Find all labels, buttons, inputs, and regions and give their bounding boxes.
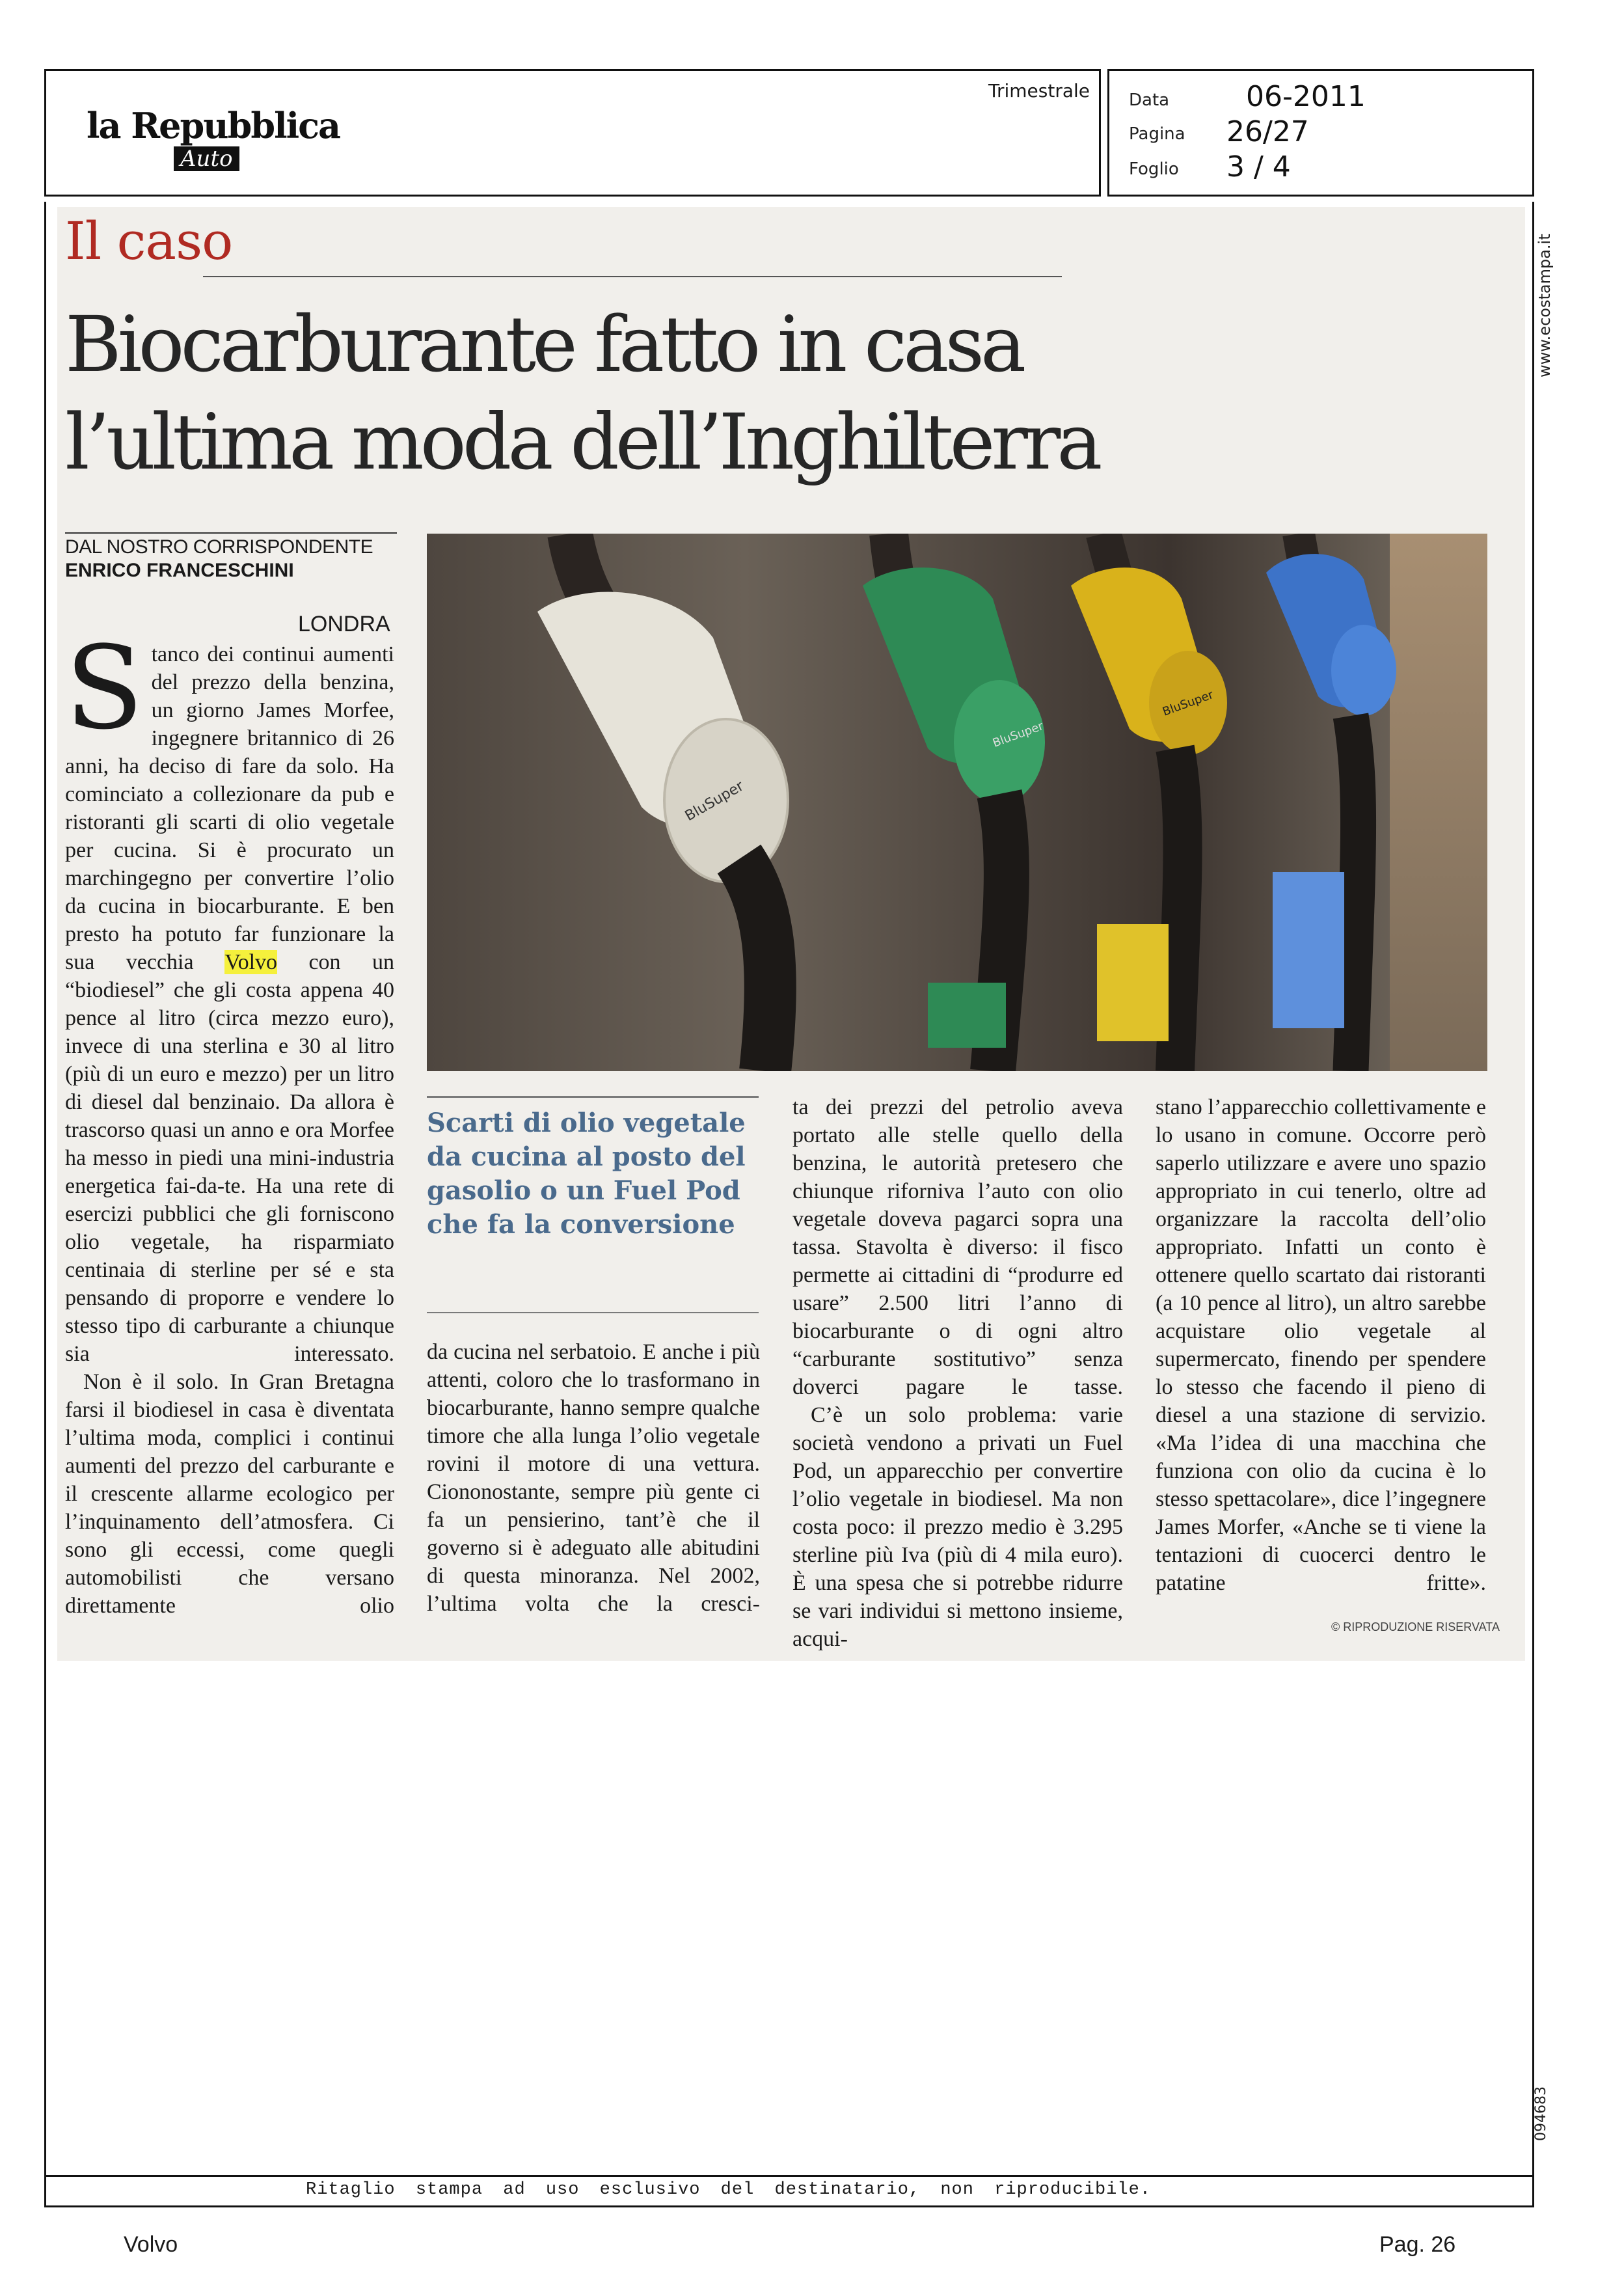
fuel-nozzles-illustration: [427, 534, 1487, 1071]
article-column-4: [1156, 1093, 1486, 1597]
column-4-paragraph-1: stano l’apparecchio collettivamente e lo usano in comune. Occorre però saperlo utilizzare e avere uno spazio appropriato in cui tenerlo, oltre ad organizzare la raccolta dell’olio appropriato. Infatti un conto è ottenere quello scartato dai ristoranti (a 10 pence al litro), un altro sarebbe acquistare olio vegetale al supermercato, finendo per spendere lo stesso che facendo il pieno di diesel a una stazione di servizio. «Ma l’idea di una macchina che funziona con olio da cucina è lo stesso spettacolare», dice l’ingegnere James Morfer, «Anche se ti viene la tentazioni di cuocerci dentro le patatine fritte».: [1156, 1095, 1486, 1595]
headline-line-1: Biocarburante fatto in casa: [65, 299, 1023, 389]
header-left-box: [44, 69, 1101, 197]
meta-page-label: Pagina: [1129, 124, 1185, 144]
photo-label-3: BluSuper: [1161, 688, 1215, 719]
byline-author: ENRICO FRANCESCHINI: [65, 560, 294, 581]
periodicity: Trimestrale: [988, 80, 1090, 102]
photo-label-1: BluSuper: [682, 778, 747, 825]
column-2-paragraph-1: da cucina nel serbatoio. E anche i più attenti, coloro che lo trasformano in biocarburante, hanno sempre qualche timore che alla lunga l’olio vegetale rovini il motore di una vettura. Ciononostante, sempre più gente ci fa un pensierino, tant’è che il governo si è adeguato alle abitudini di questa minoranza. Nel 2002, l’ultima volta che la cresci-: [427, 1340, 760, 1616]
drop-cap: S: [65, 621, 144, 755]
article-headline: [65, 295, 1099, 491]
article-column-2: [427, 1338, 760, 1618]
meta-sheet-label: Foglio: [1129, 159, 1179, 179]
header-meta-box: [1107, 69, 1534, 197]
article-kicker: Il caso: [65, 211, 233, 271]
footer-page-number: Pag. 26: [1379, 2232, 1456, 2257]
meta-date-value: 06-2011: [1246, 80, 1366, 113]
photo-label-2: BluSuper: [990, 719, 1046, 750]
byline-role: DAL NOSTRO CORRISPONDENTE: [65, 536, 373, 558]
article-column-3: [792, 1093, 1123, 1653]
pullquote-rule-top: [427, 1096, 759, 1098]
publication-logo: la Repubblica: [87, 105, 340, 146]
dateline: LONDRA: [298, 612, 390, 636]
meta-sheet-value: 3 / 4: [1226, 150, 1291, 184]
column-1-text-a: tanco dei continui aumenti del prezzo della benzina, un giorno James Morfee, ingegnere britannico di 26 anni, ha deciso di fare da solo. Ha cominciato a collezionare da pub e ristoranti gli scarti di olio vegetale per cucina. Si è procurato un marchingegno per convertire l’olio da cucina in biocarburante. E ben presto ha potuto far funzionare la sua vecchia: [65, 642, 394, 974]
kicker-rule: [203, 276, 1062, 277]
disclaimer: Ritaglio stampa ad uso esclusivo del destinatario, non riproducibile.: [306, 2180, 1151, 2200]
meta-date-label: Data: [1129, 90, 1170, 110]
meta-page-value: 26/27: [1226, 115, 1309, 148]
column-3-paragraph-1: ta dei prezzi del petrolio aveva portato alle stelle quello della benzina, le autorità pretesero che chiunque riforniva l’auto con olio vegetale doveva pagarci sopra una tassa. Stavolta è diverso: il fisco permette ai cittadini di “produrre ed usare” 2.500 litri l’anno di biocarburante o di ogni altro “carburante sostitutivo” senza doverci pagare le tasse.: [792, 1095, 1123, 1399]
headline-line-2: l’ultima moda dell’Inghilterra: [65, 397, 1099, 487]
disclaimer-rule: [44, 2175, 1534, 2177]
column-1-text-b: con un “biodiesel” che gli costa appena 40 pence al litro (circa mezzo euro), invece di una sterlina e 30 al litro (più di un euro e mezzo) per un litro di diesel dal benzinaio. Da allora è trascorso quasi un anno e ora Morfee ha messo in piedi una mini-industria energetica fai-da-te. Ha una rete di esercizi pubblici che gli forniscono olio vegetale, ha risparmiato centinaia di sterline per sé e sta pensando di proporre e vendere lo stesso tipo di carburante a chiunque sia interessato.: [65, 950, 394, 1366]
column-3-paragraph-2: C’è un solo problema: varie società vendono a privati un Fuel Pod, un apparecchio per convertire l’olio vegetale in biodiesel. Ma non costa poco: il prezzo medio è 3.295 sterline più Iva (più di 4 mila euro). È una spesa che si potrebbe ridurre se vari individui si mettono insieme, acqui-: [792, 1403, 1123, 1651]
publication-logo-sub: Auto: [174, 146, 239, 171]
copyright-notice: © RIPRODUZIONE RISERVATA: [1331, 1620, 1500, 1633]
highlighted-keyword: Volvo: [224, 950, 278, 974]
byline-rule: [65, 532, 397, 534]
pull-quote: Scarti di olio vegetale da cucina al posto del gasolio o un Fuel Pod che fa la conversione: [427, 1108, 746, 1240]
pullquote-rule-bottom: [427, 1312, 759, 1313]
side-code: 094683: [1533, 2086, 1549, 2141]
column-1-paragraph-2: Non è il solo. In Gran Bretagna farsi il biodiesel in casa è diventata l’ultima moda, complici i continui aumenti del prezzo del carburante e il crescente allarme ecologico per l’inquinamento dell’atmosfera. Ci sono gli eccessi, come quegli automobilisti che versano direttamente olio: [65, 1370, 394, 1618]
footer-keyword: Volvo: [124, 2232, 178, 2257]
fuel-nozzles-photo: [427, 534, 1487, 1071]
